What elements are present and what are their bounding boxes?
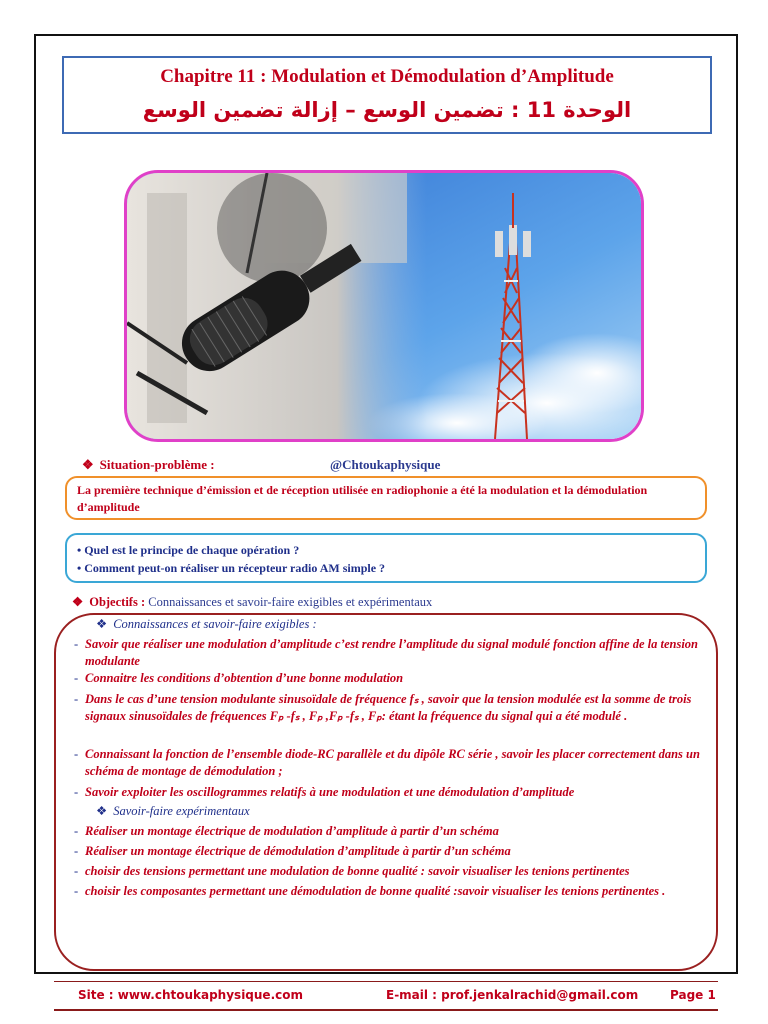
social-handle: @Chtoukaphysique [330, 457, 441, 472]
diamond-bullet-icon: ❖ [72, 595, 84, 609]
list-item: - Réaliser un montage électrique de démodulation d’amplitude à partir d’un schéma [74, 844, 511, 858]
list-item: - Dans le cas d’une tension modulante sinusoïdale de fréquence fₛ , savoir que la tension modulée est la somme de trois signaux sinusoïdales de fréquences Fₚ -fₛ , Fₚ ,Fₚ -fₛ , Fₚ: étant la fréquence du signal qui a été modulé . [74, 692, 692, 723]
title-french: Chapitre 11 : Modulation et Démodulation d’Amplitude [160, 66, 614, 87]
footer-email-link[interactable]: E-mail : prof.jenkalrachid@gmail.com [386, 988, 639, 1002]
situation-text-box: La première technique d’émission et de réception utilisée en radiophonie a été la modulation et la démodulation d’amplitude [65, 476, 707, 520]
question-item: • Quel est le principe de chaque opération ? [77, 543, 300, 557]
hero-image [124, 170, 644, 442]
title-arabic: الوحدة 11 : تضمين الوسع – إزالة تضمين الوسع [142, 98, 632, 122]
list-item: - Connaitre les conditions d’obtention d’une bonne modulation [74, 671, 404, 685]
footer-divider [54, 981, 718, 982]
situation-label: ❖ Situation-problème : [82, 457, 215, 472]
list-item: - Savoir que réaliser une modulation d’amplitude c’est rendre l’amplitude du signal modulé fonction affine de la tension modulante [74, 637, 699, 668]
objectifs-heading: ❖ Objectifs : Connaissances et savoir-faire exigibles et expérimentaux [72, 595, 433, 609]
list-item: - choisir des tensions permettant une modulation de bonne qualité : savoir visualiser les tenions pertinentes [74, 864, 630, 878]
footer-divider [54, 1009, 718, 1011]
footer-site-link[interactable]: Site : www.chtoukaphysique.com [78, 988, 303, 1002]
list-item: - choisir les composantes permettant une démodulation de bonne qualité :savoir visualiser les tenions pertinentes . [74, 884, 666, 898]
diamond-bullet-icon: ❖ [96, 804, 108, 818]
diamond-bullet-icon: ❖ [96, 617, 108, 631]
question-item: • Comment peut-on réaliser un récepteur radio AM simple ? [77, 561, 386, 575]
microphone-antenna-illustration [127, 173, 641, 439]
list-item: - Connaissant la fonction de l’ensemble diode-RC parallèle et du dipôle RC série , savoir les placer correctement dans un schéma de montage de démodulation ; [74, 747, 700, 778]
list-item: - Réaliser un montage électrique de modulation d’amplitude à partir d’un schéma [74, 824, 499, 838]
connaissances-heading: ❖ Connaissances et savoir-faire exigibles : [96, 617, 317, 631]
page-number: Page 1 [670, 988, 716, 1002]
diamond-bullet-icon: ❖ [82, 457, 94, 472]
experimentaux-heading: ❖ Savoir-faire expérimentaux [96, 804, 250, 818]
questions-box [65, 533, 707, 583]
title-box [62, 56, 712, 134]
list-item: - Savoir exploiter les oscillogrammes relatifs à une modulation et une démodulation d’amplitude [74, 785, 575, 799]
